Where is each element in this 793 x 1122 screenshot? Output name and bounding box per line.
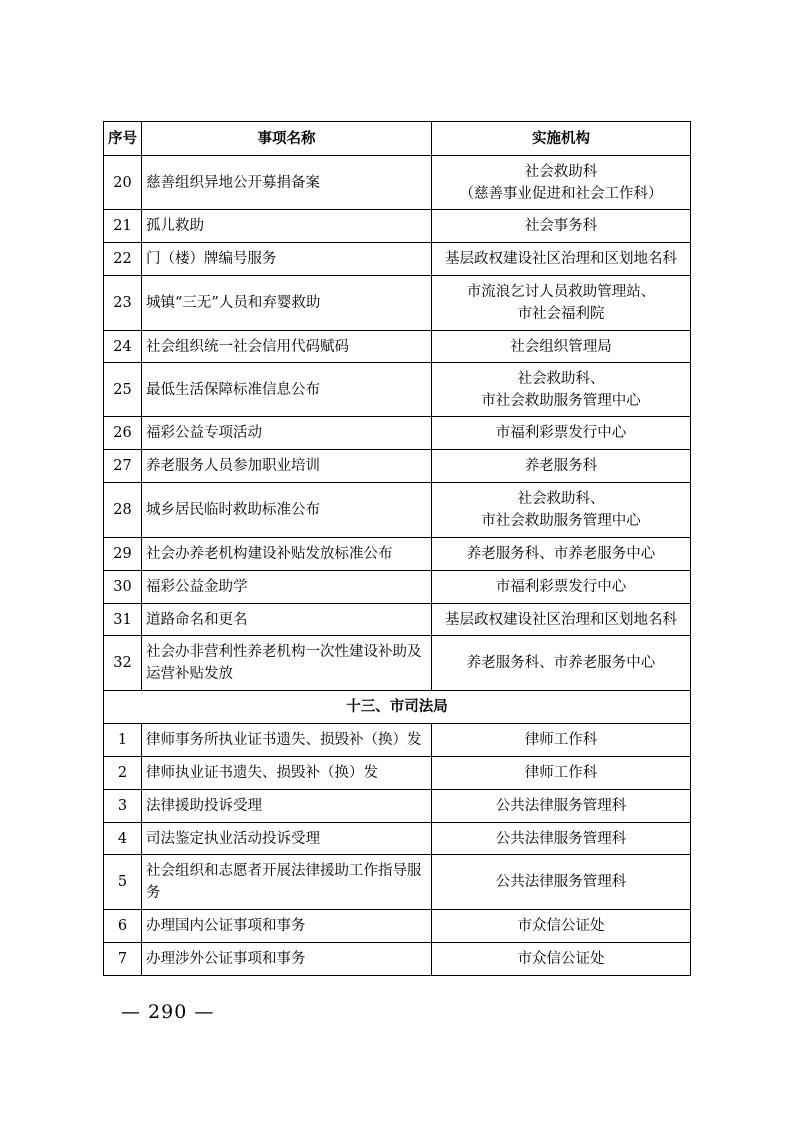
table-row [104,571,691,604]
row-item-name: 门（楼）牌编号服务 [142,243,432,276]
table-row [104,363,691,417]
row-item-name: 律师事务所执业证书遗失、损毁补（换）发 [142,724,432,757]
row-agency: 社会救助科、 市社会救助服务管理中心 [432,363,691,417]
row-agency: 社会救助科 （慈善事业促进和社会工作科） [432,156,691,210]
row-item-name: 福彩公益金助学 [142,571,432,604]
row-agency: 公共法律服务管理科 [432,855,691,910]
row-item-name: 社会组织和志愿者开展法律援助工作指导服务 [142,855,432,910]
row-item-name: 城镇“三无”人员和弃婴救助 [142,276,432,331]
table-body-justice [104,724,691,976]
row-item-name: 社会办非营利性养老机构一次性建设补助及运营补贴发放 [142,636,432,691]
row-agency: 公共法律服务管理科 [432,823,691,855]
row-number: 20 [104,156,142,210]
table-row [104,604,691,636]
row-agency: 市众信公证处 [432,943,691,976]
table-row [104,243,691,276]
row-item-name: 法律援助投诉受理 [142,790,432,823]
row-agency: 养老服务科、市养老服务中心 [432,538,691,571]
table-row [104,724,691,757]
table-row [104,417,691,450]
row-number: 2 [104,757,142,790]
row-agency: 市众信公证处 [432,910,691,943]
header-name: 事项名称 [142,122,432,156]
row-number: 3 [104,790,142,823]
row-item-name: 福彩公益专项活动 [142,417,432,450]
row-item-name: 司法鉴定执业活动投诉受理 [142,823,432,855]
table-row [104,331,691,363]
table-body-section [104,691,691,724]
page-number: — 290 — [121,1001,215,1023]
row-number: 29 [104,538,142,571]
row-agency: 公共法律服务管理科 [432,790,691,823]
row-number: 4 [104,823,142,855]
table-row [104,910,691,943]
table-row [104,757,691,790]
table-row [104,276,691,331]
table-header-row [104,122,691,156]
row-item-name: 道路命名和更名 [142,604,432,636]
row-agency: 市福利彩票发行中心 [432,571,691,604]
row-item-name: 办理国内公证事项和事务 [142,910,432,943]
row-item-name: 律师执业证书遗失、损毁补（换）发 [142,757,432,790]
row-number: 7 [104,943,142,976]
row-number: 28 [104,483,142,538]
table-row [104,483,691,538]
row-item-name: 办理涉外公证事项和事务 [142,943,432,976]
table-row [104,210,691,243]
row-agency: 社会救助科、 市社会救助服务管理中心 [432,483,691,538]
row-number: 32 [104,636,142,691]
row-number: 24 [104,331,142,363]
section-title: 十三、市司法局 [104,691,691,724]
row-agency: 市福利彩票发行中心 [432,417,691,450]
row-number: 5 [104,855,142,910]
row-item-name: 社会办养老机构建设补贴发放标准公布 [142,538,432,571]
row-number: 27 [104,450,142,483]
row-agency: 社会组织管理局 [432,331,691,363]
row-agency: 养老服务科 [432,450,691,483]
row-item-name: 慈善组织异地公开募捐备案 [142,156,432,210]
row-agency: 律师工作科 [432,724,691,757]
row-agency: 社会事务科 [432,210,691,243]
row-agency: 养老服务科、市养老服务中心 [432,636,691,691]
table-row [104,855,691,910]
header-num: 序号 [104,122,142,156]
table-body-civil-affairs [104,156,691,691]
table-row [104,450,691,483]
matters-table [103,121,691,976]
row-agency: 律师工作科 [432,757,691,790]
table-row [104,943,691,976]
row-number: 21 [104,210,142,243]
row-number: 22 [104,243,142,276]
row-number: 30 [104,571,142,604]
row-number: 25 [104,363,142,417]
row-agency: 市流浪乞讨人员救助管理站、 市社会福利院 [432,276,691,331]
row-number: 6 [104,910,142,943]
row-number: 23 [104,276,142,331]
row-number: 31 [104,604,142,636]
header-org: 实施机构 [432,122,691,156]
row-agency: 基层政权建设社区治理和区划地名科 [432,604,691,636]
row-item-name: 孤儿救助 [142,210,432,243]
row-item-name: 社会组织统一社会信用代码赋码 [142,331,432,363]
table-row [104,538,691,571]
row-number: 1 [104,724,142,757]
table-row [104,823,691,855]
section-row [104,691,691,724]
row-item-name: 养老服务人员参加职业培训 [142,450,432,483]
row-item-name: 城乡居民临时救助标准公布 [142,483,432,538]
table-row [104,636,691,691]
row-number: 26 [104,417,142,450]
table-row [104,790,691,823]
row-agency: 基层政权建设社区治理和区划地名科 [432,243,691,276]
table-row [104,156,691,210]
row-item-name: 最低生活保障标准信息公布 [142,363,432,417]
